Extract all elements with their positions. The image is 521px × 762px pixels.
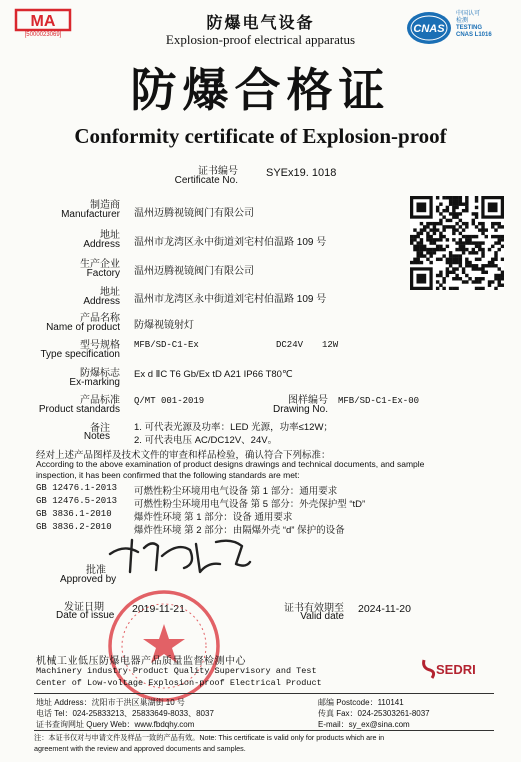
inspection-en-1: According to the above examination of product designs drawings and technical documents, and sample: [36, 459, 425, 469]
notes-label-en: Notes: [83, 431, 110, 442]
product-name-label-en: Name of product: [46, 322, 120, 333]
sedri-logo-text: SEDRI: [436, 662, 476, 677]
cma-logo-text: MA: [30, 13, 56, 30]
contact-fax: 传真 Fax：024-25303261-8037: [318, 709, 430, 718]
sedri-logo: [420, 656, 484, 680]
issue-date-label-en: Date of issue: [56, 610, 115, 621]
header-title-cn: 防爆电气设备: [206, 15, 315, 32]
ex-marking-label-en: Ex-marking: [69, 377, 120, 388]
cnas-line: 检测: [456, 18, 469, 24]
type-spec-label-cn: 型号规格: [80, 340, 120, 351]
standard-code: GB 12476.5-2013: [36, 496, 118, 506]
cnas-small-text: [456, 11, 492, 39]
factory-value: 温州迈腾视镜阀门有限公司: [134, 266, 254, 277]
standard-code: GB 3836.1-2010: [36, 509, 112, 519]
contact-website: 证书查询网址 Query Web：www.fbdqhy.com: [36, 720, 195, 729]
manufacturer-value: 温州迈腾视镜阀门有限公司: [134, 208, 254, 219]
contact-address: 地址 Address：沈阳市于洪区巢湖街 10 号: [36, 698, 185, 707]
address-value: 温州市龙湾区永中街道刘宅村伯温路 109 号: [134, 237, 327, 248]
standard-desc: 爆炸性环境 第 2 部分：由隔爆外壳 “d” 保护的设备: [134, 525, 345, 536]
cma-number: [5000023069]: [24, 32, 62, 38]
manufacturer-label-en: Manufacturer: [61, 209, 120, 220]
contact-divider: [34, 693, 494, 694]
standard-code: GB 12476.1-2013: [36, 483, 118, 493]
organization-en-2: Center of Low-voltage Explosion-proof Electrical Product: [36, 678, 322, 688]
notes-line-1: 1. 可代表光源及功率：LED 光源，功率≤12W；: [134, 422, 333, 433]
drawing-label-cn: 图样编号: [288, 395, 328, 406]
manufacturer-label-cn: 制造商: [90, 200, 120, 211]
factory-label-en: Factory: [86, 268, 120, 279]
type-spec-voltage: DC24V: [276, 340, 304, 350]
standard-desc: 可燃性粉尘环境用电气设备 第 1 部分：通用要求: [134, 486, 338, 497]
cnas-logo-text: CNAS: [413, 23, 445, 35]
cnas-line: TESTING: [456, 25, 483, 31]
valid-date-value: 2024-11-20: [358, 603, 411, 615]
factory-address-label-cn: 地址: [100, 287, 120, 298]
type-spec-power: 12W: [322, 340, 339, 350]
organization-en-1: Machinery industry Product Quality Supervisory and Test: [36, 666, 317, 676]
standard-code: GB 3836.2-2010: [36, 522, 112, 532]
footer-note-2: agreement with the review and approved documents and samples.: [34, 744, 246, 753]
standard-desc: 可燃性粉尘环境用电气设备 第 5 部分：外壳保护型 “tD”: [134, 499, 366, 510]
factory-address-value: 温州市龙湾区永中街道刘宅村伯温路 109 号: [134, 294, 327, 305]
footer-note-1: 注：本证书仅对与申请文件及样品一致的产品有效。Note: This certificate is valid only for products which are in: [34, 733, 385, 742]
qr-code: [410, 196, 504, 290]
standard-desc: 爆炸性环境 第 1 部分：设备 通用要求: [134, 512, 293, 523]
type-spec-label-en: Type specification: [40, 349, 120, 360]
main-title-cn: 防爆合格证: [130, 64, 391, 116]
header-title-en: Explosion-proof electrical apparatus: [165, 32, 356, 47]
approved-label-cn: 批准: [86, 565, 106, 576]
notes-label-cn: 备注: [90, 423, 110, 434]
product-standards-label-cn: 产品标准: [80, 395, 120, 406]
organization-cn: 机械工业低压防爆电器产品质量监督检测中心: [36, 656, 246, 667]
contact-tel: 电话 Tel：024-25833213、25833649-8033、8037: [36, 709, 214, 718]
factory-address-label-en: Address: [83, 296, 120, 307]
contact-postcode: 邮编 Postcode：110141: [318, 698, 404, 707]
product-name-value: 防爆视镜射灯: [134, 320, 194, 331]
inspection-en-2: inspection, it has been confirmed that the following standards are met:: [36, 470, 300, 480]
main-title-en: Conformity certificate of Explosion-proof: [74, 124, 447, 148]
cnas-line: 中国认可: [456, 11, 481, 17]
contact-email: E-mail：sy_ex@sina.com: [318, 720, 410, 729]
drawing-label-en: Drawing No.: [272, 404, 328, 415]
footer-divider: [34, 730, 494, 731]
issue-date-value: 2019-11-21: [132, 603, 185, 615]
address-label-cn: 地址: [100, 230, 120, 241]
cnas-line: CNAS L1016: [456, 32, 492, 38]
issue-date-label-cn: 发证日期: [64, 602, 104, 613]
type-spec-model: MFB/SD-C1-Ex: [134, 340, 199, 350]
address-label-en: Address: [83, 239, 120, 250]
product-name-label-cn: 产品名称: [80, 313, 120, 324]
approved-label-en: Approved by: [60, 574, 117, 585]
drawing-value: MFB/SD-C1-Ex-00: [338, 396, 420, 406]
product-standards-label-en: Product standards: [38, 404, 120, 415]
ex-marking-label-cn: 防爆标志: [80, 368, 120, 379]
ex-marking-value: Ex d ⅡC T6 Gb/Ex tD A21 IP66 T80℃: [134, 369, 293, 380]
factory-label-cn: 生产企业: [80, 259, 120, 270]
product-standards-value: Q/MT 001-2019: [134, 396, 205, 406]
sedri-logo-mark: [420, 656, 484, 680]
cnas-logo-mark: [406, 8, 452, 48]
inspection-cn: 经对上述产品图样及技术文件的审查和样品检验，确认符合下列标准：: [36, 450, 331, 461]
certificate-label-en: Certificate No.: [174, 175, 238, 186]
notes-line-2: 2. 可代表电压 AC/DC12V、24V。: [134, 435, 278, 446]
valid-date-label-en: Valid date: [300, 611, 344, 622]
certificate-number: SYEx19. 1018: [266, 167, 337, 179]
valid-date-label-cn: 证书有效期至: [284, 603, 344, 614]
certificate-label-cn: 证书编号: [198, 166, 238, 177]
signature: [104, 534, 254, 578]
cnas-logo: [406, 8, 516, 48]
